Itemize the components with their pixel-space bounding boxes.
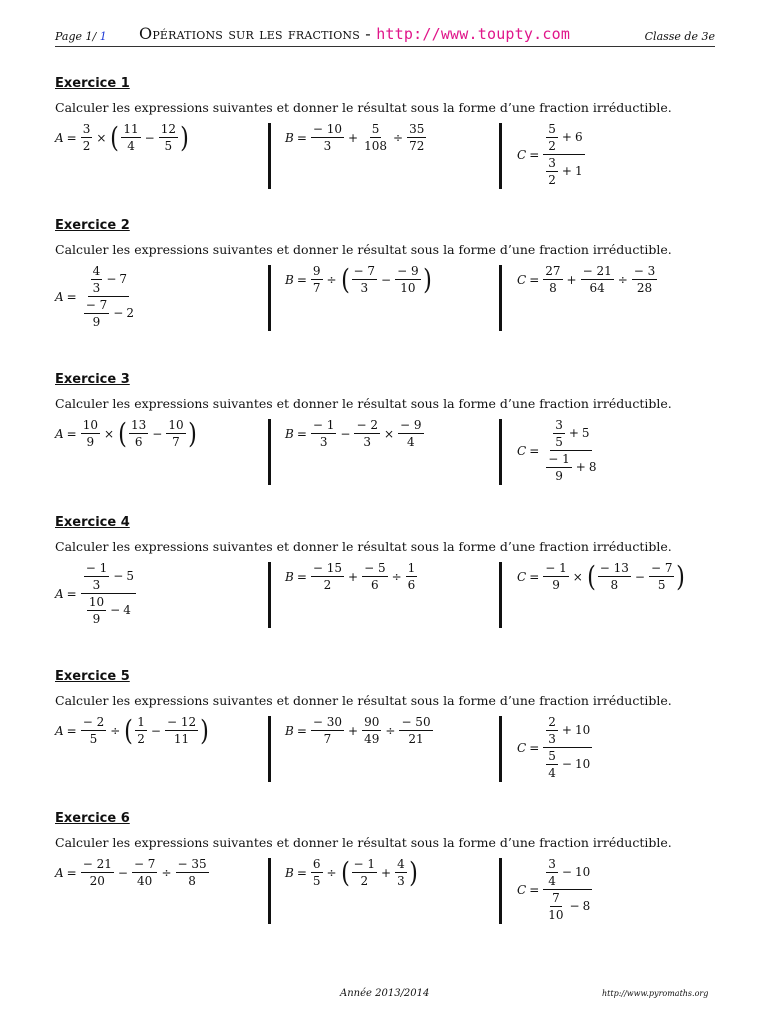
exercise-title: Exercice 5 [55, 669, 130, 684]
expression-a: A = $\frac{- 1}{3}$ − 5 $\frac{10}{9}$ − 4 [55, 561, 134, 626]
exercise-1 [55, 76, 715, 203]
footer-url-link[interactable]: http://www.pyromaths.org [602, 989, 709, 998]
expression-c: C = $\frac{3}{5}$ + 5 $\frac{- 1}{9}$ + 8 [517, 418, 597, 483]
column-divider [268, 858, 271, 924]
page-number: Page 1/ 1 [55, 30, 107, 43]
exercise-instruction: Calculer les expressions suivantes et donner le résultat sous la forme d’une fraction irréductible. [55, 693, 672, 708]
expression-b: B = $\frac{6}{5}$ ÷ ( $\frac{- 1}{2}$ + $\frac{4}{3}$ ) [285, 855, 418, 889]
exercise-3 [55, 372, 715, 499]
expression-a: A = $\frac{- 21}{20}$ − $\frac{- 7}{40}$ ÷ $\frac{- 35}{8}$ [55, 857, 207, 888]
exercise-instruction: Calculer les expressions suivantes et donner le résultat sous la forme d’une fraction irréductible. [55, 242, 672, 257]
document-title: Opérations sur les fractions - http://www.toupty.com [139, 24, 571, 43]
exercise-expressions [55, 713, 715, 796]
column-divider [268, 265, 271, 331]
expression-b: B = $\frac{- 30}{7}$ + $\frac{90}{49}$ ÷ $\frac{- 50}{21}$ [285, 715, 431, 746]
page-header [55, 24, 715, 46]
expression-a: A = $\frac{3}{2}$ × ( $\frac{11}{4}$ − $\frac{12}{5}$ ) [55, 120, 189, 154]
column-divider [499, 858, 502, 924]
exercise-4 [55, 515, 715, 642]
exercise-expressions [55, 120, 715, 203]
exercise-6 [55, 811, 715, 938]
column-divider [268, 562, 271, 628]
expression-b: B = $\frac{9}{7}$ ÷ ( $\frac{- 7}{3}$ − $\frac{- 9}{10}$ ) [285, 262, 432, 296]
expression-b: B = $\frac{- 10}{3}$ + $\frac{5}{108}$ ÷ $\frac{35}{72}$ [285, 122, 425, 153]
exercise-instruction: Calculer les expressions suivantes et donner le résultat sous la forme d’une fraction irréductible. [55, 396, 672, 411]
expression-c: C = $\frac{5}{2}$ + 6 $\frac{3}{2}$ + 1 [517, 122, 583, 187]
header-url-link[interactable]: http://www.toupty.com [376, 25, 571, 43]
page-total-link[interactable]: 1 [99, 30, 107, 43]
header-rule [55, 46, 715, 47]
column-divider [499, 562, 502, 628]
column-divider [268, 123, 271, 189]
exercise-title: Exercice 1 [55, 76, 130, 91]
expression-b: B = $\frac{- 1}{3}$ − $\frac{- 2}{3}$ × $\frac{- 9}{4}$ [285, 418, 422, 449]
class-level: Classe de 3e [644, 30, 715, 43]
column-divider [499, 716, 502, 782]
exercise-title: Exercice 2 [55, 218, 130, 233]
column-divider [268, 419, 271, 485]
exercise-expressions [55, 855, 715, 938]
school-year: Année 2013/2014 [340, 988, 430, 999]
expression-a: A = $\frac{- 2}{5}$ ÷ ( $\frac{1}{2}$ − $\frac{- 12}{11}$ ) [55, 713, 209, 747]
column-divider [268, 716, 271, 782]
expression-c: C = $\frac{3}{4}$ − 10 $\frac{7}{10}$ − 8 [517, 857, 591, 922]
exercise-expressions [55, 262, 715, 345]
exercise-title: Exercice 3 [55, 372, 130, 387]
expression-c: C = $\frac{27}{8}$ + $\frac{- 21}{64}$ ÷ $\frac{- 3}{28}$ [517, 264, 656, 295]
exercise-instruction: Calculer les expressions suivantes et donner le résultat sous la forme d’une fraction irréductible. [55, 100, 672, 115]
exercise-title: Exercice 6 [55, 811, 130, 826]
exercise-expressions [55, 559, 715, 642]
exercise-2 [55, 218, 715, 345]
exercise-instruction: Calculer les expressions suivantes et donner le résultat sous la forme d’une fraction irréductible. [55, 539, 672, 554]
exercise-title: Exercice 4 [55, 515, 130, 530]
exercise-instruction: Calculer les expressions suivantes et donner le résultat sous la forme d’une fraction irréductible. [55, 835, 672, 850]
expression-a: A = $\frac{4}{3}$ − 7 $\frac{- 7}{9}$ − 2 [55, 264, 134, 329]
expression-c: C = $\frac{- 1}{9}$ × ( $\frac{- 13}{8}$ − $\frac{- 7}{5}$ ) [517, 559, 686, 593]
column-divider [499, 419, 502, 485]
column-divider [499, 265, 502, 331]
column-divider [499, 123, 502, 189]
exercise-expressions [55, 416, 715, 499]
expression-c: C = $\frac{2}{3}$ + 10 $\frac{5}{4}$ − 10 [517, 715, 591, 780]
expression-a: A = $\frac{10}{9}$ × ( $\frac{13}{6}$ − $\frac{10}{7}$ ) [55, 416, 197, 450]
exercise-5 [55, 669, 715, 796]
expression-b: B = $\frac{- 15}{2}$ + $\frac{- 5}{6}$ ÷ $\frac{1}{6}$ [285, 561, 416, 592]
